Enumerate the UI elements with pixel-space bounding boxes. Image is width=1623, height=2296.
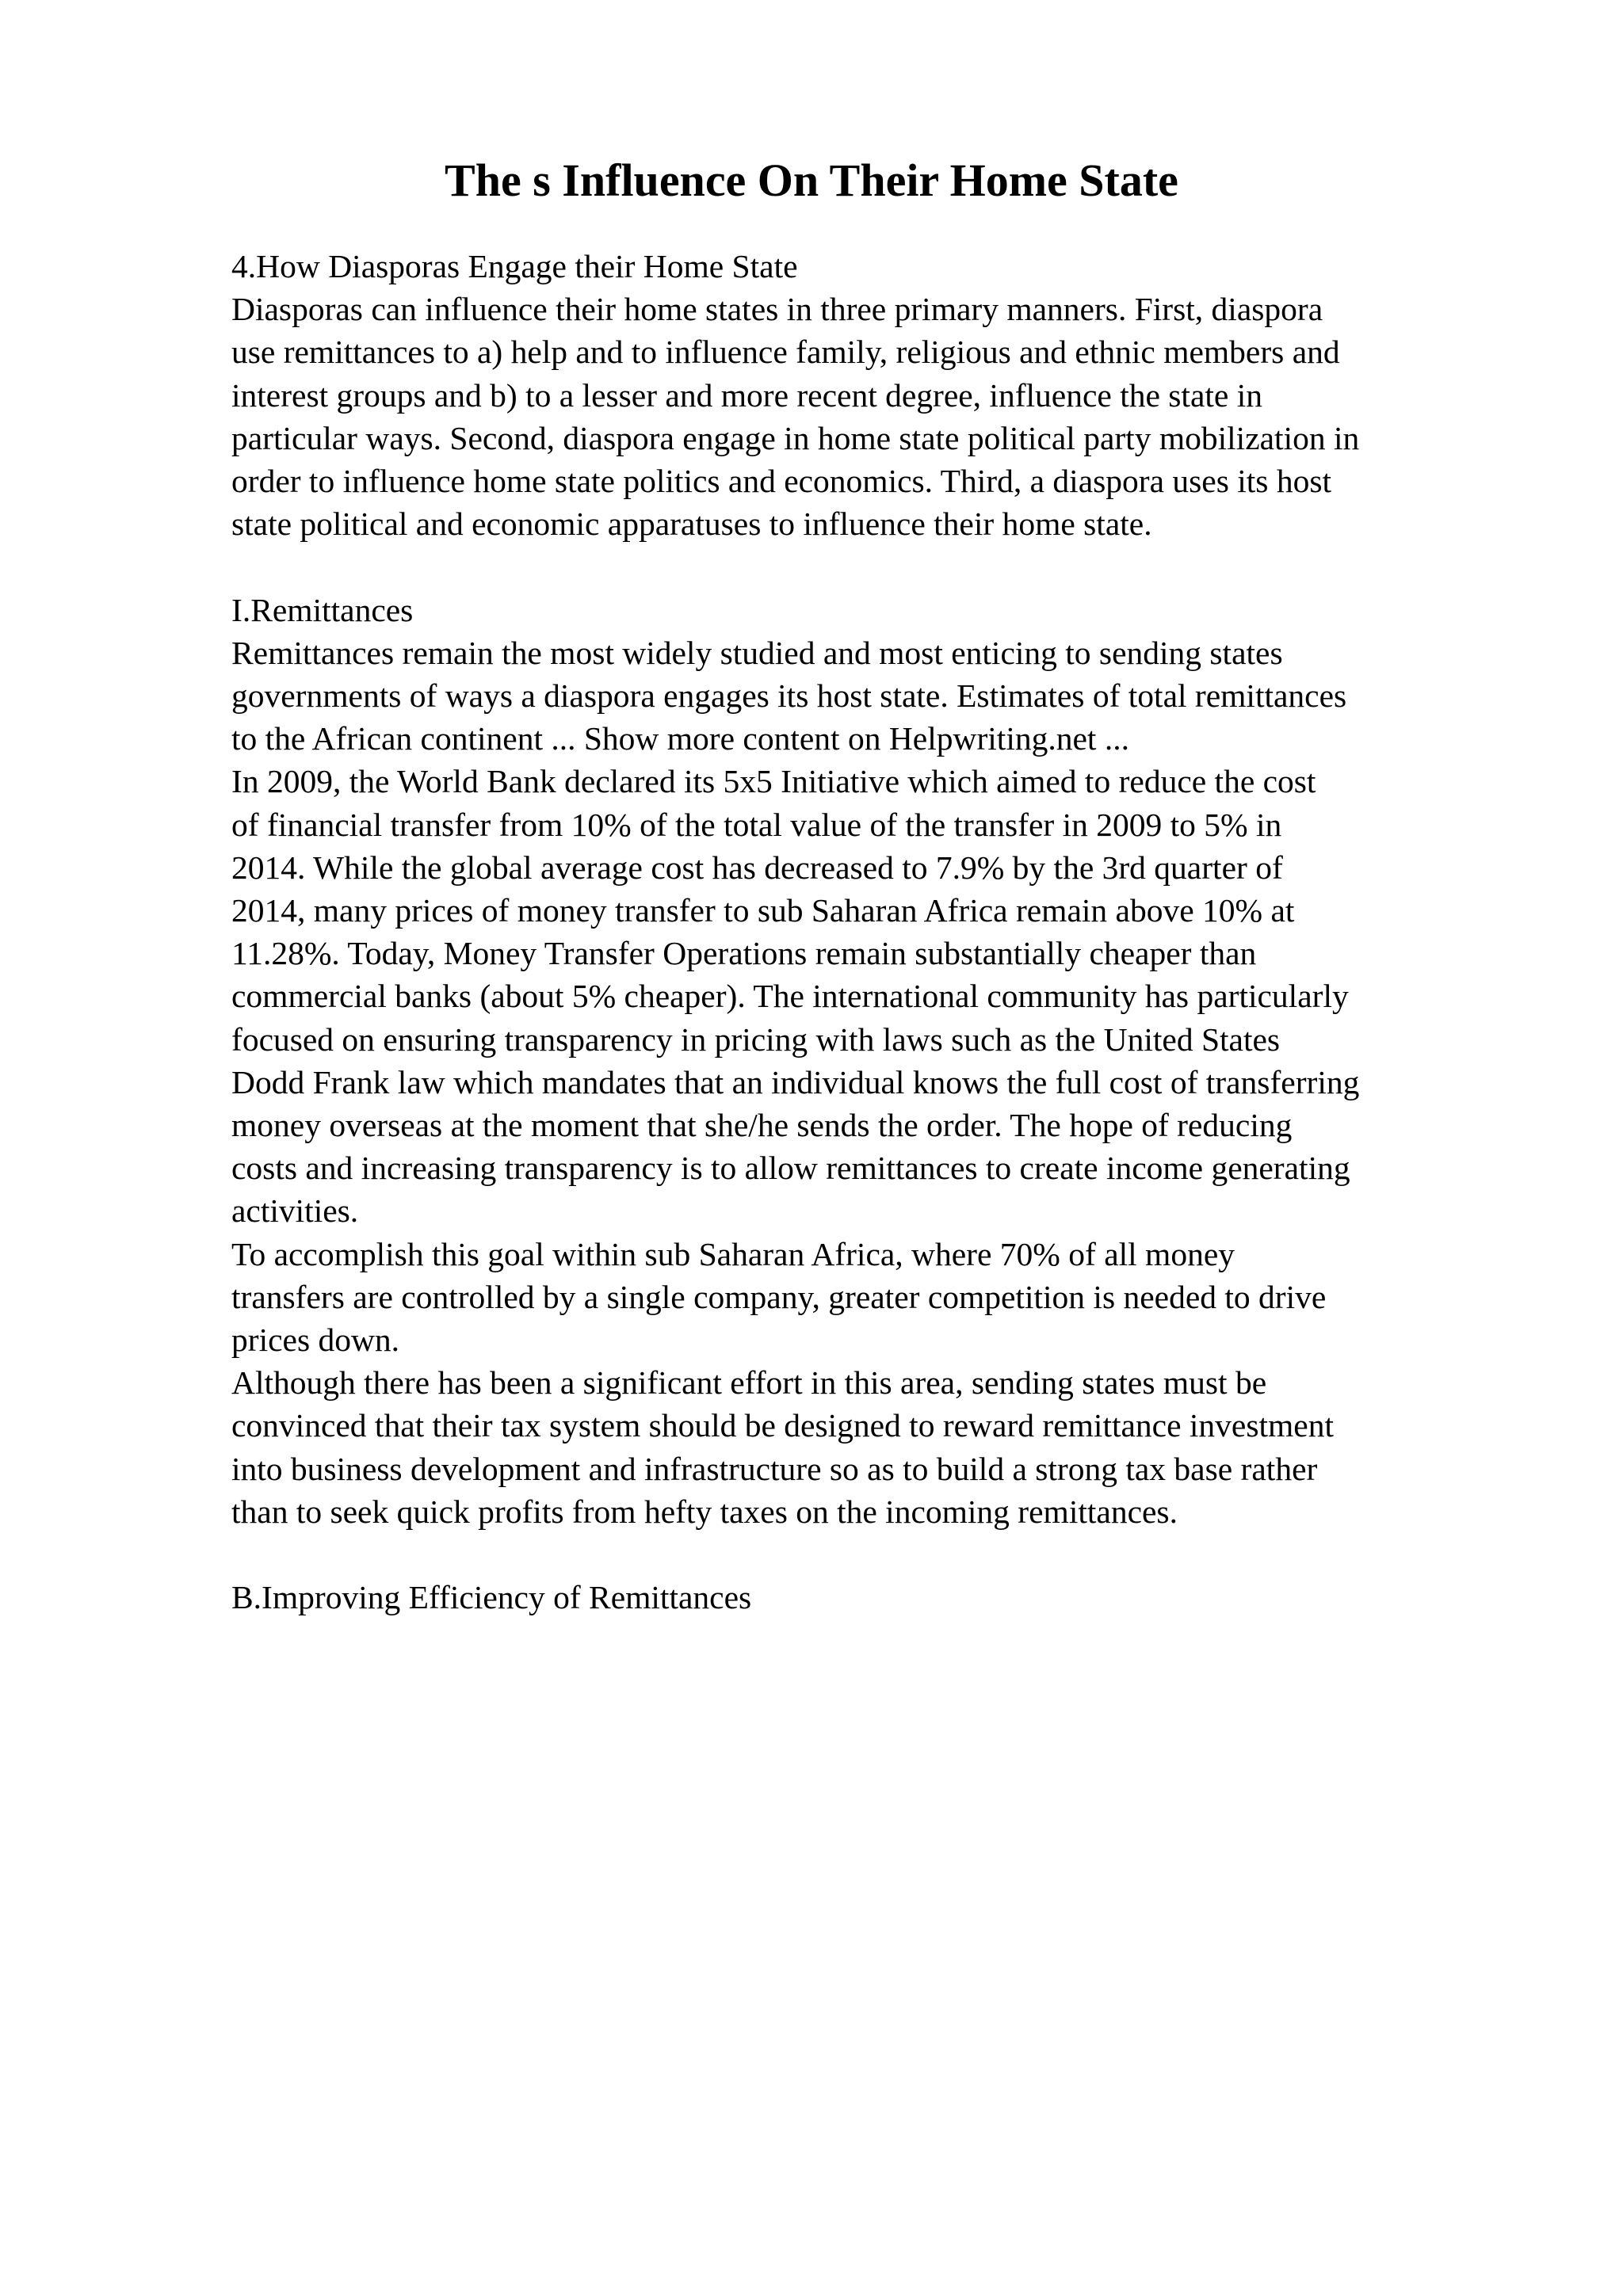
paragraph-gap [231, 1533, 1515, 1576]
text-line: commercial banks (about 5% cheaper). The international community has particularly [231, 978, 1349, 1015]
document-body [231, 245, 1515, 1619]
text-line: To accomplish this goal within sub Saharan Africa, where 70% of all money [231, 1235, 1235, 1272]
text-line: to the African continent ... Show more content on Helpwriting.net ... [231, 720, 1129, 757]
paragraph-gap [231, 545, 1515, 588]
text-line: order to influence home state politics and economics. Third, a diaspora uses its host [231, 463, 1332, 500]
text-line: 2014, many prices of money transfer to sub Saharan Africa remain above 10% at [231, 892, 1295, 929]
text-line: In 2009, the World Bank declared its 5x5 Initiative which aimed to reduce the cost [231, 763, 1316, 800]
text-line: 11.28%. Today, Money Transfer Operations remain substantially cheaper than [231, 935, 1257, 972]
text-line: convinced that their tax system should be designed to reward remittance investment [231, 1407, 1334, 1444]
text-line: of financial transfer from 10% of the total value of the transfer in 2009 to 5% in [231, 806, 1282, 843]
text-line: use remittances to a) help and to influence family, religious and ethnic members and [231, 334, 1340, 371]
text-line: I.Remittances [231, 591, 414, 628]
text-line: Remittances remain the most widely studied and most enticing to sending states [231, 634, 1283, 671]
text-line: 2014. While the global average cost has decreased to 7.9% by the 3rd quarter of [231, 849, 1283, 886]
text-line: Dodd Frank law which mandates that an individual knows the full cost of transferring [231, 1063, 1360, 1100]
text-line: Diasporas can influence their home states in three primary manners. First, diaspora [231, 291, 1323, 328]
text-line: prices down. [231, 1322, 400, 1359]
text-line: costs and increasing transparency is to allow remittances to create income generating [231, 1150, 1350, 1187]
text-line: transfers are controlled by a single company, greater competition is needed to drive [231, 1278, 1327, 1315]
document-title: The s Influence On Their Home State [445, 154, 1178, 206]
text-line: money overseas at the moment that she/he sends the order. The hope of reducing [231, 1107, 1293, 1144]
text-line: activities. [231, 1192, 359, 1230]
text-line: B.Improving Efficiency of Remittances [231, 1579, 752, 1616]
text-line: governments of ways a diaspora engages its host state. Estimates of total remittances [231, 677, 1347, 715]
text-line: interest groups and b) to a lesser and more recent degree, influence the state in [231, 376, 1262, 414]
text-line: particular ways. Second, diaspora engage in home state political party mobilization in [231, 419, 1360, 456]
text-line: 4.How Diasporas Engage their Home State [231, 248, 798, 284]
text-line: Although there has been a significant effort in this area, sending states must be [231, 1364, 1267, 1402]
text-line: state political and economic apparatuses to influence their home state. [231, 505, 1152, 543]
text-line: than to seek quick profits from hefty taxes on the incoming remittances. [231, 1493, 1178, 1530]
text-line: into business development and infrastructure so as to build a strong tax base rather [231, 1450, 1318, 1487]
text-line: focused on ensuring transparency in pricing with laws such as the United States [231, 1020, 1281, 1058]
